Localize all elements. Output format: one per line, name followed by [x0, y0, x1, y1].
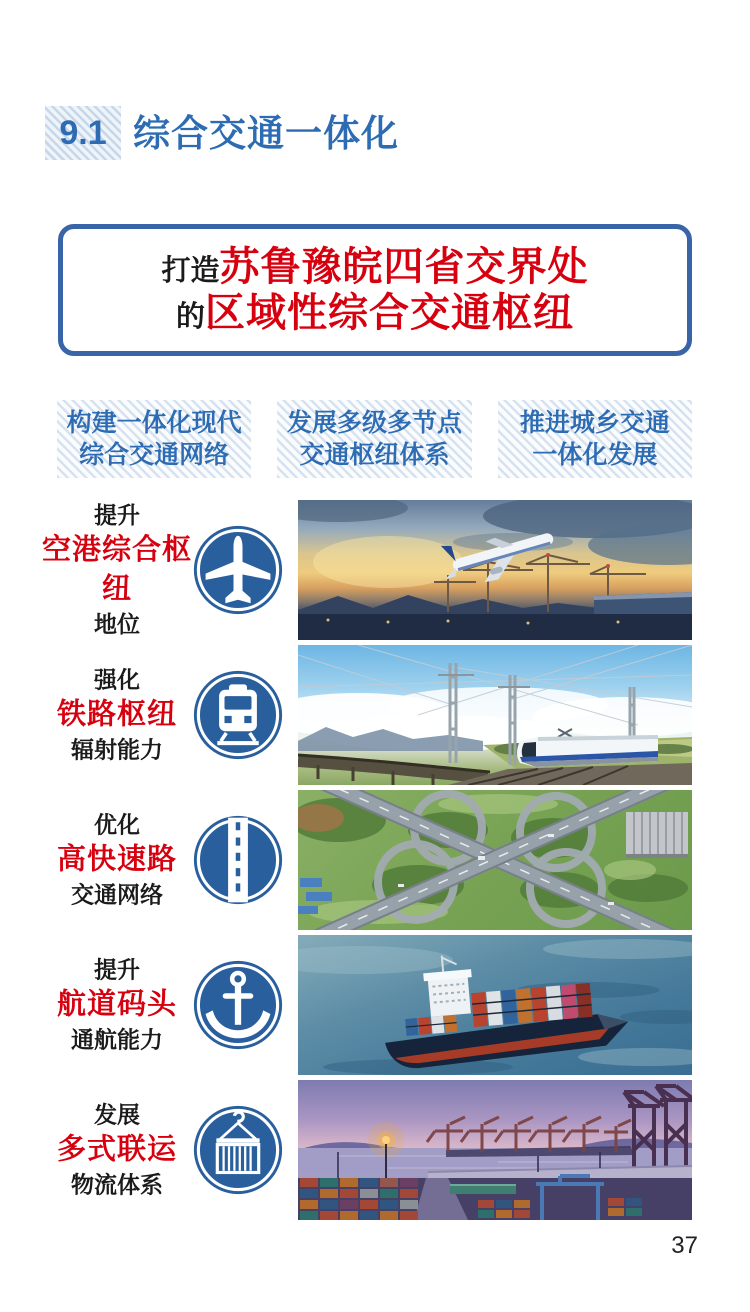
banner-line-2 — [176, 290, 574, 336]
label-bottom: 物流体系 — [71, 1171, 163, 1198]
row-airport — [0, 500, 750, 640]
row-multimodal — [0, 1080, 750, 1220]
row-railway — [0, 645, 750, 785]
pillar-line: 构建一体化现代 — [66, 408, 242, 437]
label-highlight: 铁路枢纽 — [56, 698, 177, 731]
banner-line1-highlight: 苏鲁豫皖四省交界处 — [219, 245, 589, 289]
label-top: 优化 — [94, 811, 140, 838]
row-expressway — [0, 790, 750, 930]
pillar-line: 发展多级多节点 — [286, 408, 462, 437]
label-top: 强化 — [94, 666, 140, 693]
anchor-icon — [193, 960, 283, 1050]
label-highlight: 空港综合枢纽 — [41, 533, 192, 605]
pillar-box-urban-rural — [498, 400, 692, 478]
pillar-boxes — [57, 400, 692, 478]
page-title: 综合交通一体化 — [133, 112, 399, 154]
label-bottom: 地位 — [94, 611, 140, 638]
row-waterway — [0, 935, 750, 1075]
seaport-photo — [298, 1080, 692, 1220]
label-bottom: 通航能力 — [71, 1026, 163, 1053]
row-label — [28, 954, 206, 1055]
label-highlight: 高快速路 — [56, 843, 177, 876]
banner-line2-prefix: 的 — [175, 301, 205, 333]
railway-photo — [298, 645, 692, 785]
container-ship-photo — [298, 935, 692, 1075]
banner-line2-highlight: 区域性综合交通枢纽 — [205, 291, 574, 335]
pillar-line: 推进城乡交通 — [519, 408, 670, 437]
banner-line-1 — [161, 244, 588, 290]
row-label — [28, 664, 206, 765]
label-highlight: 航道码头 — [56, 988, 177, 1021]
label-top: 提升 — [94, 956, 140, 983]
label-bottom: 辐射能力 — [71, 736, 163, 763]
row-label — [28, 1099, 206, 1200]
section-number-badge — [45, 106, 121, 160]
pillar-line: 交通枢纽体系 — [299, 441, 450, 469]
banner-line1-prefix: 打造 — [161, 255, 220, 287]
road-icon — [193, 815, 283, 905]
page-number: 37 — [671, 1232, 698, 1259]
pillar-box-hub-system — [277, 400, 471, 478]
label-top: 提升 — [94, 501, 140, 528]
label-highlight: 多式联运 — [56, 1133, 177, 1166]
section-header — [45, 106, 399, 160]
train-icon — [193, 670, 283, 760]
pillar-line: 一体化发展 — [532, 441, 658, 469]
airplane-icon — [193, 525, 283, 615]
airport-photo — [298, 500, 692, 640]
container-crane-icon — [193, 1105, 283, 1195]
label-top: 发展 — [94, 1101, 140, 1128]
section-number: 9.1 — [59, 113, 107, 152]
label-bottom: 交通网络 — [71, 881, 163, 908]
row-label — [28, 809, 206, 910]
headline-banner — [58, 224, 692, 356]
pillar-box-network — [57, 400, 251, 478]
pillar-line: 综合交通网络 — [79, 441, 230, 469]
row-label — [28, 500, 206, 640]
content-rows — [0, 500, 750, 1225]
highway-interchange-photo — [298, 790, 692, 930]
